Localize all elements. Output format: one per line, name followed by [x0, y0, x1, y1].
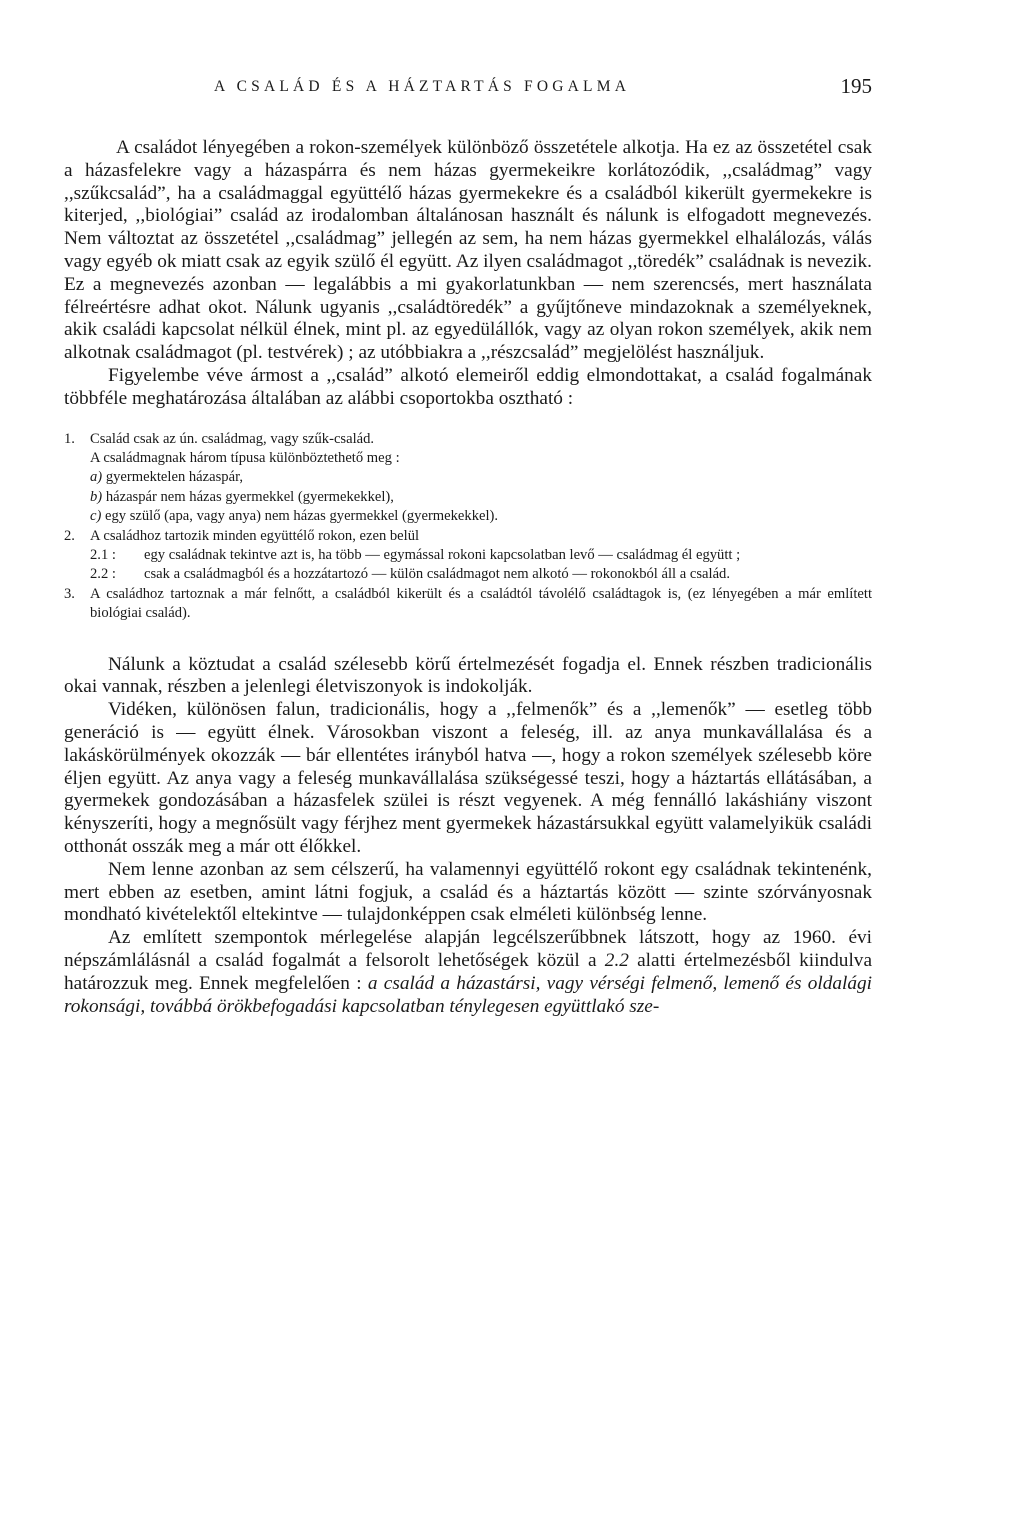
paragraph-last	[64, 927, 872, 1018]
section-reference: 2.2	[604, 949, 629, 971]
list-number: 1.	[64, 430, 75, 447]
page-number: 195	[840, 74, 872, 98]
paragraph: Nálunk a köztudat a család szélesebb körű értelmezését fogadja el. Ennek részben tradicionális okai vannak, részben a jelenlegi életviszonyok is indokolják.	[64, 653, 872, 698]
paragraph: Vidéken, különösen falun, tradicionális, hogy a ,,felmenők” és a ,,lemenők” — esetleg több generáció is — együtt élnek. Városokban viszont a feleség, ill. az anya munkavállalása és a lakáskörülmények okozzák — bár ellentétes irányból hatva —, hogy a rokon személyek szélesebb köre éljen együtt. Az anya vagy a feleség munkavállalása szükségessé teszi, hogy a háztartás ellátásában, a gyermekek gondozásában a házasfelek szülei is részt vegyenek. A még fennálló lakáshiány viszont kényszeríti, hogy a megnősült vagy férjhez ment gyermekek házastársukkal együtt valamelyikük családi otthonát osszák meg a már ott élőkkel.	[64, 699, 872, 857]
body-text-bottom	[64, 654, 872, 1019]
list-item-1-type-b	[64, 488, 872, 507]
list-item-1-intro: A családmagnak három típusa különböztethető meg :	[90, 449, 400, 466]
list-text: Család csak az ún. családmag, vagy szűk-család.	[90, 430, 375, 447]
list-number: 2.2 :	[90, 566, 116, 583]
type-text: gyermektelen házaspár,	[102, 469, 243, 486]
text-run: Az említett szempontok mérlegelése alapján legcélszerűbbnek látszott, hogy az 1960. évi népszámlálásnál a család fogalmát a felsorolt lehetőségek közül a	[64, 927, 872, 971]
list-text: A családhoz tartoznak a már felnőtt, a családból kikerült és a családtól távolélő családtagok is, (ez lényegében a már említett biológiai család).	[90, 585, 872, 622]
page	[64, 70, 872, 1018]
text-run: alatti értelmezésből kiindulva határozzuk meg. Ennek megfelelően :	[64, 949, 872, 994]
list-number: 3.	[64, 585, 75, 602]
list-item-3	[64, 585, 872, 624]
list-text: csak a családmagból és a hozzátartozó — külön családmagot nem alkotó — rokonokból áll a család.	[144, 566, 730, 583]
list-number: 2.	[64, 527, 75, 544]
list-text: egy családnak tekintve azt is, ha több — egymással rokoni kapcsolatban levő — családmag él együtt ;	[144, 547, 741, 563]
paragraph: Figyelembe véve ármost a ,,család” alkotó elemeiről eddig elmondottakat, a család fogalmának többféle meghatározása általában az alábbi csoportokba osztható :	[64, 364, 872, 409]
running-head	[64, 70, 872, 110]
type-text: egy szülő (apa, vagy anya) nem házas gyermekkel (gyermekekkel).	[101, 508, 499, 525]
body-text-top	[64, 137, 872, 411]
type-marker: c)	[90, 508, 102, 525]
list-item-1-type-a	[64, 468, 872, 487]
list-item-2-2	[64, 565, 872, 584]
type-marker: b)	[90, 488, 103, 505]
list-number: 2.1 :	[90, 547, 116, 563]
paragraph: Nem lenne azonban az sem célszerű, ha valamennyi együttélő rokont egy családnak tekintenénk, mert ebben az esetben, amint látni fogjuk, a család és a háztartás között — szinte szórványosnak mondható kivételektől eltekintve — tulajdonképpen csak elméleti különbség lenne.	[64, 858, 872, 926]
list-item-2	[64, 527, 872, 546]
list-item-1-type-c	[64, 507, 872, 526]
definition-italic: a család a házastársi, vagy vérségi felmenő, lemenő és oldalági rokonsági, továbbá örökbefogadási kapcsolatban ténylegesen együttlakó sze-	[64, 972, 872, 1017]
type-text: házaspár nem házas gyermekkel (gyermekekkel),	[102, 488, 394, 505]
list-item-2-1	[64, 546, 872, 565]
paragraph: A családot lényegében a rokon-személyek különböző összetétele alkotja. Ha ez az összetétel csak a házasfelekre vagy a házaspárra és nem házas gyermekeikre korlátozódik, ,,családmag” vagy ,,szűkcsalád”, ha a családmaggal együttélő házas gyermekekre és a családból kikerült gyermekekre is kiterjed, ,,biológiai” család az irodalomban általánosan használt és nálunk is elfogadott megnevezés. Nem változtat az összetétel ,,családmag” jellegén az sem, ha nem házas gyermekkel elhalálozás, válás vagy egyéb ok miatt csak az egyik szülő él együtt. Az ilyen családmagot ,,töredék” családnak is nevezik. Ez a megnevezés azonban — legalábbis a mi gyakorlatunkban — nem szerencsés, mert használata félreértésre adhat okot. Nálunk ugyanis ,,családtöredék” a gyűjtőneve mindazoknak a személyeknek, akik családi kapcsolat nélkül élnek, mint pl. az egyedülállók, vagy az olyan rokon személyek, akik nem alkotnak családmagot (pl. testvérek) ; az utóbbiakra a ,,részcsalád” megjelölést használjuk.	[64, 137, 872, 364]
definition-list	[64, 430, 872, 624]
list-item-1	[64, 430, 872, 449]
list-text: A családhoz tartozik minden együttélő rokon, ezen belül	[90, 527, 420, 544]
running-title: A CSALÁD ÉS A HÁZTARTÁS FOGALMA	[214, 78, 631, 95]
type-marker: a)	[90, 469, 103, 486]
